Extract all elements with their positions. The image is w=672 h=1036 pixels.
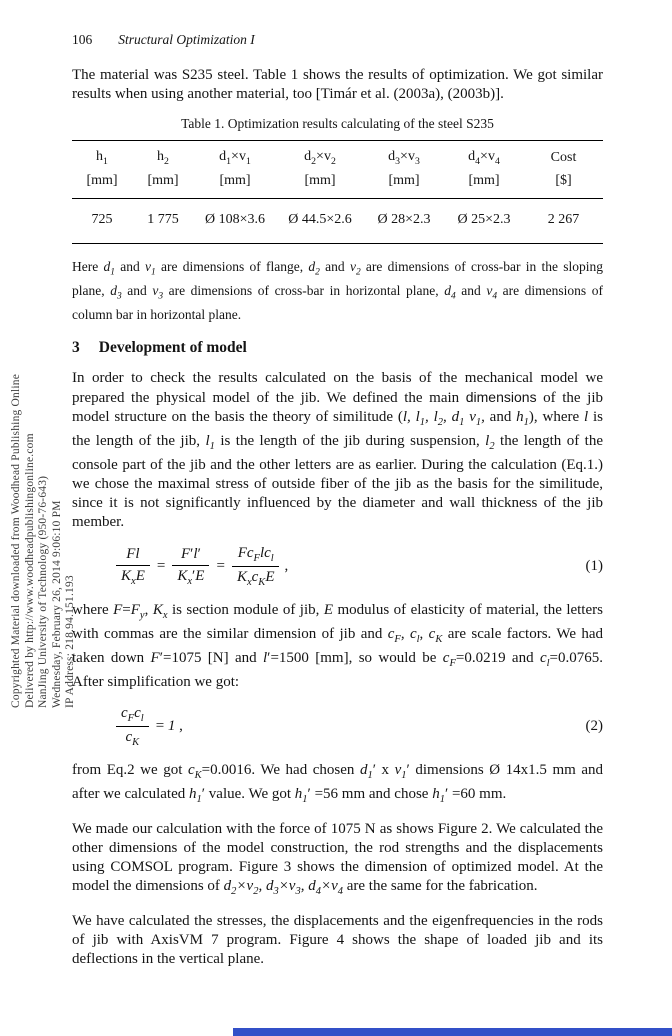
fraction-numerator: $Fc_Flc_l$ [232,545,280,567]
equation-body [72,545,288,588]
col-header-cost: Cost [524,141,603,170]
equation-number: (2) [585,717,603,734]
col-unit: [$] [524,170,603,199]
paragraph-axisvm: We have calculated the stresses, the displacements and the eigenfrequencies in the rods of jib with AxisVM 7 program. Figure 4 shows the shape of loaded jib and its deflections in the vertical plane. [72,912,603,967]
sidebar-line-delivered: Delivered by http://www.woodheadpublishingonline.com [23,433,36,708]
page-number: 106 [72,32,93,47]
paragraph-similitude: In order to check the results calculated on the basis of the mechanical model we prepared the physical model of the jib. We defined the main dimensions of the jib model structure on the basis the theory of similitude (l, $l_1$, $l_2$, $d_1$ $v_1$, and $h_1$), where l is the length of the jib, $l_1$ is the length of the jib during suspension, $l_2$ the length of the console part of the jib and the other letters are as earlier. During the calculation (Eq.1.) we chose the maximal stress of outside fiber of the jib as the basis for the similitude, since it is not significantly influenced by the diameter and wall thickness of the jib member. [72,369,604,530]
table-note: Here $d_1$ and $v_1$ are dimensions of flange, $d_2$ and $v_2$ are dimensions of cross-bar in the sloping plane, $d_3$ and $v_3$ are dimensions of cross-bar in horizontal plane, $d_4$ and $v_4$ are dimensions of column bar in horizontal plane. [72,258,604,323]
table-cell-h1: 725 [72,198,132,243]
fraction [232,545,280,588]
running-title: Structural Optimization I [118,32,255,47]
col-header-h2: $h_2$ [132,141,194,170]
section-heading [72,339,603,357]
fraction-numerator: Fl [116,546,150,566]
sidebar-line-institution: NanJing University of Technology (950-76-643) [37,475,49,708]
equation-body [72,705,183,748]
col-unit: [mm] [72,170,132,199]
table-caption: Table 1. Optimization results calculating of the steel S235 [181,116,494,131]
col-unit: [mm] [364,170,444,199]
fraction-numerator: F′l′ [172,546,209,566]
equation-comma: , [284,557,289,574]
equation-number: (1) [585,557,603,574]
table-header-row [72,141,603,170]
col-header-d2v2: $d_2\times v_2$ [276,141,364,170]
sidebar-line-date: Wednesday, February 26, 2014 9:06:10 PM [50,500,63,708]
paragraph-scale-factors: where $F=F_y$, $K_x$ is section module of jib, E modulus of elasticity of material, the letters with commas are the similar dimension of jib and $c_F$, $c_l$, $c_K$ are scale factors. We had taken down F′=1075 [N] and l′=1500 [mm], so would be $c_F=0.0219$ and $c_l=0.0765$. After simplification we got: [72,601,604,690]
scan-artifact-bar [233,1028,672,1036]
fraction-denominator: $K_xc_KE$ [236,568,275,588]
copyright-sidebar [10,312,78,708]
sidebar-line-copyright: Copyrighted Material downloaded from Woodhead Publishing Online [10,373,22,708]
optimization-table [72,140,603,244]
equals-sign: = [156,557,166,574]
equation-1 [72,545,603,588]
fraction [172,546,209,587]
equation-2 [72,705,603,748]
table-cell-d2v2: Ø 44.5×2.6 [276,198,364,243]
sidebar-line-ip: IP Address: 218.94.151.193 [64,575,76,708]
table-units-row [72,170,603,199]
col-header-d1v1: $d_1\times v_1$ [194,141,276,170]
paragraph-chosen-dimensions: from Eq.2 we got $c_K=0.0016$. We had chosen $d_1'$ x $v_1'$ dimensions Ø 14x1.5 mm and after we calculated $h_1'$ value. We got $h_1' =56$ mm and chose $h_1' =60$ mm. [72,761,603,805]
table-cell-d4v4: Ø 25×2.3 [444,198,524,243]
section-title: Development of model [98,338,247,356]
fraction-denominator: $c_K$ [125,728,140,748]
table-cell-d1v1: Ø 108×3.6 [194,198,276,243]
fraction-denominator: $K_x'E$ [177,567,205,587]
table-row [72,198,603,243]
col-unit: [mm] [194,170,276,199]
fraction-numerator: $c_Fc_l$ [116,705,149,727]
col-header-h1: $h_1$ [72,141,132,170]
col-header-d4v4: $d_4\times v_4$ [444,141,524,170]
col-unit: [mm] [276,170,364,199]
table-cell-d3v3: Ø 28×2.3 [364,198,444,243]
equation-rhs: = 1 , [155,717,183,734]
table-cell-cost: 2 267 [524,198,603,243]
fraction [116,546,150,587]
equals-sign: = [216,557,225,574]
table-cell-h2: 1 775 [132,198,194,243]
col-unit: [mm] [444,170,524,199]
section-number: 3 [72,338,80,356]
fraction [116,705,149,748]
fraction-denominator: $K_xE$ [121,567,145,587]
col-unit: [mm] [132,170,194,199]
col-header-d3v3: $d_3\times v_3$ [364,141,444,170]
page-content [72,32,603,980]
page-header [72,32,603,48]
intro-paragraph: The material was S235 steel. Table 1 shows the results of optimization. We got similar results when using another material, too [Timár et al. (2003a), (2003b)]. [72,67,603,102]
paragraph-comsol: We made our calculation with the force of 1075 N as shows Figure 2. We calculated the other dimensions of the model construction, the rod strengths and the displacements using COMSOL program. Figure 3 shows the dimension of optimized model. At the model the dimensions of $d_2\times v_2$, $d_3\times v_3$, $d_4\times v_4$ are the same for the fabrication. [72,820,603,897]
